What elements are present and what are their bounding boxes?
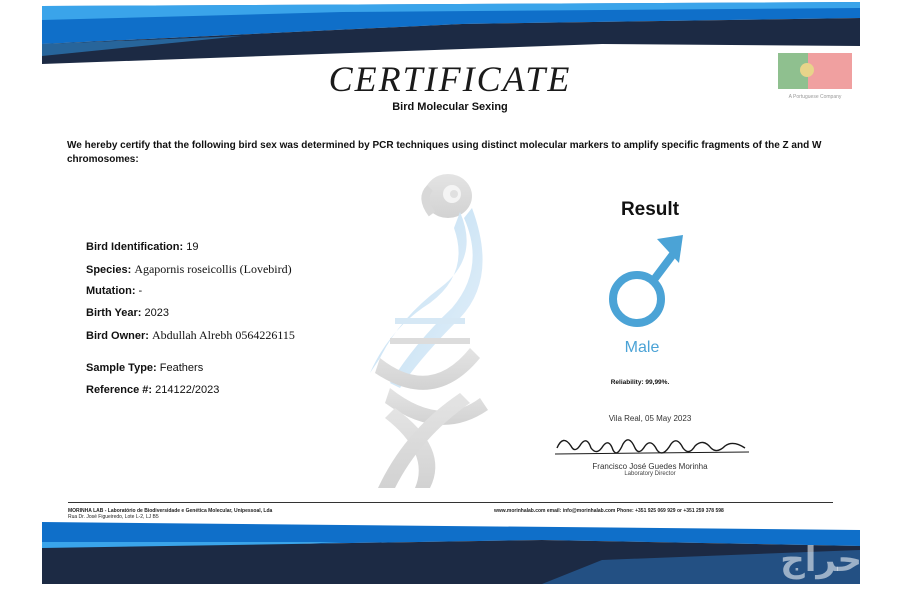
field-mutation bbox=[86, 284, 386, 306]
field-bird-identification bbox=[86, 240, 386, 262]
field-value: - bbox=[138, 285, 143, 297]
field-birth-year bbox=[86, 306, 386, 328]
lab-name: MORINHA LAB - Laboratório de Biodiversidade e Genética Molecular, Unipessoal, Lda bbox=[68, 508, 273, 514]
place-date: Vila Real, 05 May 2023 bbox=[608, 414, 692, 423]
sex-result: Male bbox=[624, 339, 660, 356]
field-reference bbox=[86, 383, 386, 405]
field-sample-type bbox=[86, 361, 386, 383]
field-species bbox=[86, 262, 386, 284]
field-label: Reference #: bbox=[86, 384, 153, 396]
signatory-name: Francisco José Guedes Morinha bbox=[592, 462, 708, 471]
flag-caption: A Portuguese Company bbox=[788, 94, 842, 100]
reliability: Reliability: 99,99%. bbox=[610, 379, 670, 386]
signatory-role: Laboratory Director bbox=[624, 471, 676, 477]
male-symbol-icon bbox=[605, 231, 685, 331]
footer-divider bbox=[68, 502, 833, 503]
bird-details bbox=[86, 240, 386, 405]
field-value: Agapornis roseicollis (Lovebird) bbox=[134, 262, 292, 276]
field-value: Abdullah Alrebh 0564226115 bbox=[152, 328, 295, 342]
field-value: Feathers bbox=[159, 362, 204, 374]
result-heading: Result bbox=[620, 199, 680, 220]
field-label: Mutation: bbox=[86, 285, 136, 297]
address-line: Rua Dr. José Figueiredo, Lote L-2, LJ B5 bbox=[68, 514, 159, 520]
field-label: Birth Year: bbox=[86, 307, 142, 319]
top-banner bbox=[42, 0, 860, 66]
certification-statement: We hereby certify that the following bird sex was determined by PCR techniques using distinct molecular markers to amplify specific fragments of the Z and W chromosomes: bbox=[67, 140, 822, 165]
field-value: 214122/2023 bbox=[155, 384, 220, 396]
certificate-title: CERTIFICATE bbox=[328, 59, 572, 99]
field-label: Bird Identification: bbox=[86, 241, 184, 253]
watermark-icon: حراج bbox=[780, 540, 862, 580]
field-label: Sample Type: bbox=[86, 362, 157, 374]
field-value: 19 bbox=[186, 241, 199, 253]
signature-icon bbox=[553, 430, 753, 462]
footer-contacts: www.morinhalab.com email: info@morinhalab.com Phone: +351 925 069 929 or +351 259 378 598 bbox=[494, 508, 724, 514]
field-label: Bird Owner: bbox=[86, 330, 149, 342]
certificate-subtitle: Bird Molecular Sexing bbox=[392, 101, 508, 113]
field-value: 2023 bbox=[144, 307, 169, 319]
field-bird-owner bbox=[86, 328, 386, 350]
field-label: Species: bbox=[86, 264, 132, 276]
